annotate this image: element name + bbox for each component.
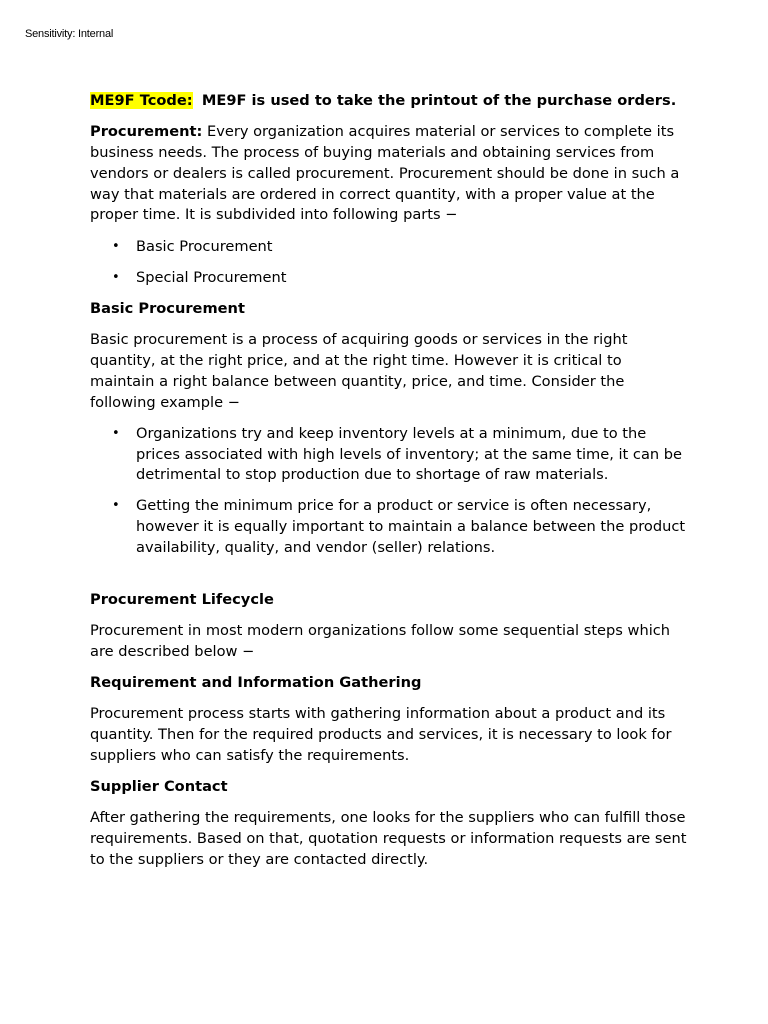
- list-item: • Basic Procurement: [90, 237, 690, 258]
- list-item: • Getting the minimum price for a product or service is often necessary, however it is equally important to maintain a balance between the product availability, quality, and vendor (seller) relations.: [90, 496, 690, 558]
- blank-line: [90, 569, 690, 590]
- lifecycle-heading: Procurement Lifecycle: [90, 591, 274, 609]
- lifecycle-text: Procurement in most modern organizations follow some sequential steps which are described below −: [90, 622, 671, 661]
- requirement-heading: Requirement and Information Gathering: [90, 674, 422, 692]
- sensitivity-label: Sensitivity: Internal: [25, 28, 114, 40]
- procurement-label: Procurement:: [90, 123, 203, 141]
- procurement-paragraph: [90, 122, 690, 226]
- list-item: • Special Procurement: [90, 268, 690, 289]
- supplier-contact-text: After gathering the requirements, one looks for the suppliers who can fulfill those requirements. Based on that, quotation requests or information requests are sent to the suppliers or they are contacted directly.: [90, 809, 687, 868]
- basic-procurement-examples: [90, 424, 690, 559]
- document-body: [90, 91, 690, 881]
- basic-procurement-text: Basic procurement is a process of acquiring goods or services in the right quantity, at the right price, and at the right time. However it is critical to maintain a right balance between quantity, price, and time. Consider the following example −: [90, 331, 628, 411]
- tcode-highlight: ME9F Tcode:: [90, 92, 193, 109]
- me9f-intro-paragraph: [90, 91, 690, 112]
- list-item: • Organizations try and keep inventory levels at a minimum, due to the prices associated with high levels of inventory; at the same time, it can be detrimental to stop production due to shortage of raw materials.: [90, 424, 690, 486]
- procurement-text: Every organization acquires material or services to complete its business needs. The process of buying materials and obtaining services from vendors or dealers is called procurement. Procurement should be done in such a way that materials are ordered in correct quantity, with a proper value at the proper time. It is subdivided into following parts −: [90, 123, 680, 224]
- requirement-text: Procurement process starts with gathering information about a product and its quantity. Then for the required products and services, it is necessary to look for suppliers who can satisfy the requirements.: [90, 705, 672, 765]
- supplier-contact-heading: Supplier Contact: [90, 778, 228, 796]
- basic-procurement-heading: Basic Procurement: [90, 299, 245, 317]
- procurement-parts-list: [90, 237, 690, 289]
- tcode-description: ME9F is used to take the printout of the purchase orders.: [201, 92, 677, 109]
